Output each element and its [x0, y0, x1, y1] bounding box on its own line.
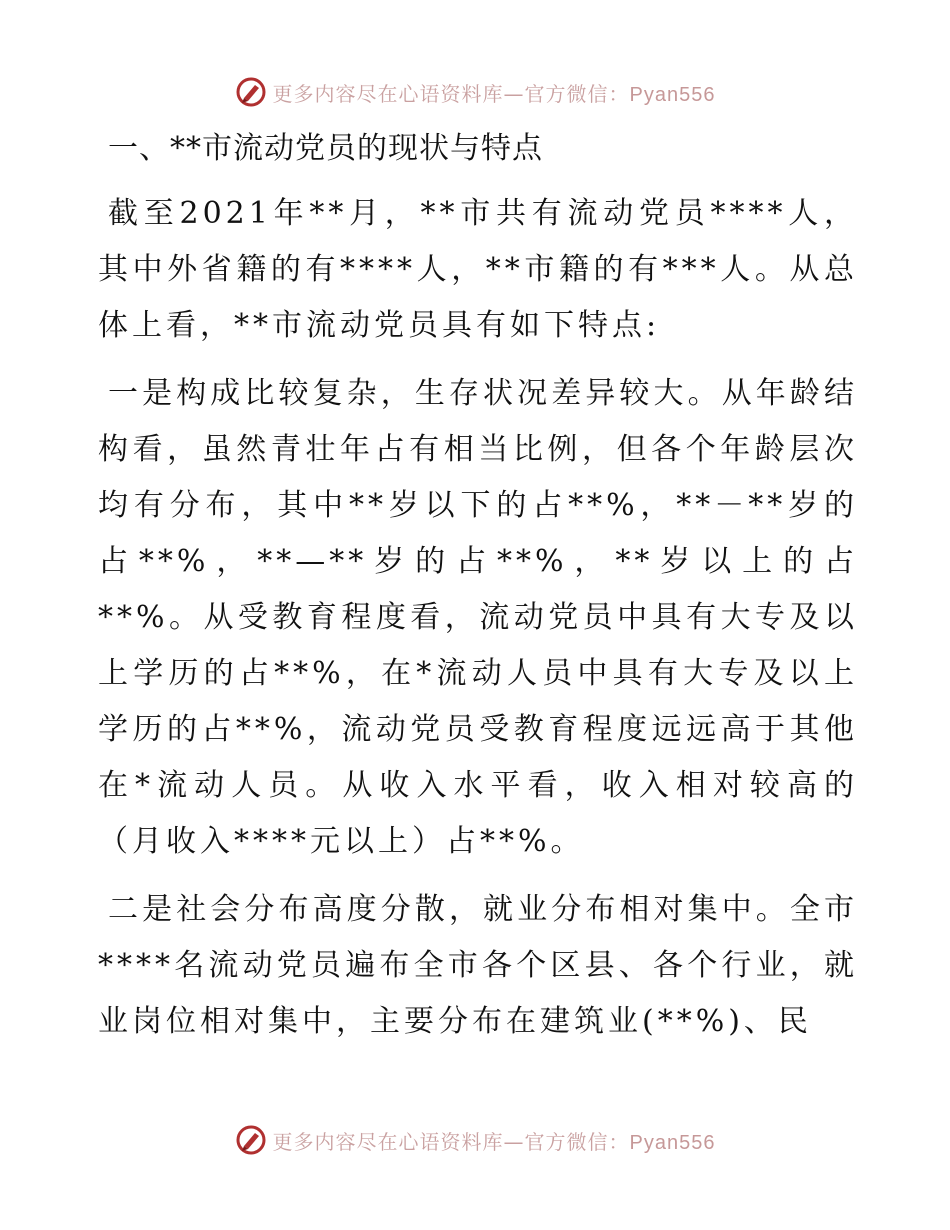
watermark-text: 更多内容尽在心语资料库—官方微信：Pyan556 — [272, 1129, 716, 1154]
paragraph-feature-two: 二是社会分布高度分散，就业分布相对集中。全市****名流动党员遍布全市各个区县、各个行业，就业岗位相对集中，主要分布在建筑业(**%)、民 — [98, 892, 858, 1039]
paragraph-overview: 截至2021年**月，**市共有流动党员****人，其中外省籍的有****人，**市籍的有***人。从总体上看，**市流动党员具有如下特点: — [98, 196, 858, 343]
paragraph-feature-one: 一是构成比较复杂，生存状况差异较大。从年龄结构看，虽然青壮年占有相当比例，但各个年龄层次均有分布，其中**岁以下的占**%，**－**岁的占**%，**—**岁的占**%，**岁以上的占**%。从受教育程度看，流动党员中具有大专及以上学历的占**%，在*流动人员中具有大专及以上学历的占**%，流动党员受教育程度远远高于其他在*流动人员。从收入水平看，收入相对较高的（月收入****元以上）占**%。 — [98, 376, 858, 859]
pen-logo-icon — [235, 1124, 267, 1156]
section-heading: 一、**市流动党员的现状与特点 — [108, 131, 543, 166]
header-watermark — [0, 72, 950, 112]
pen-logo-icon — [235, 76, 267, 108]
footer-watermark — [0, 1120, 950, 1160]
document-body — [98, 124, 858, 1062]
watermark-text: 更多内容尽在心语资料库—官方微信：Pyan556 — [272, 81, 716, 106]
